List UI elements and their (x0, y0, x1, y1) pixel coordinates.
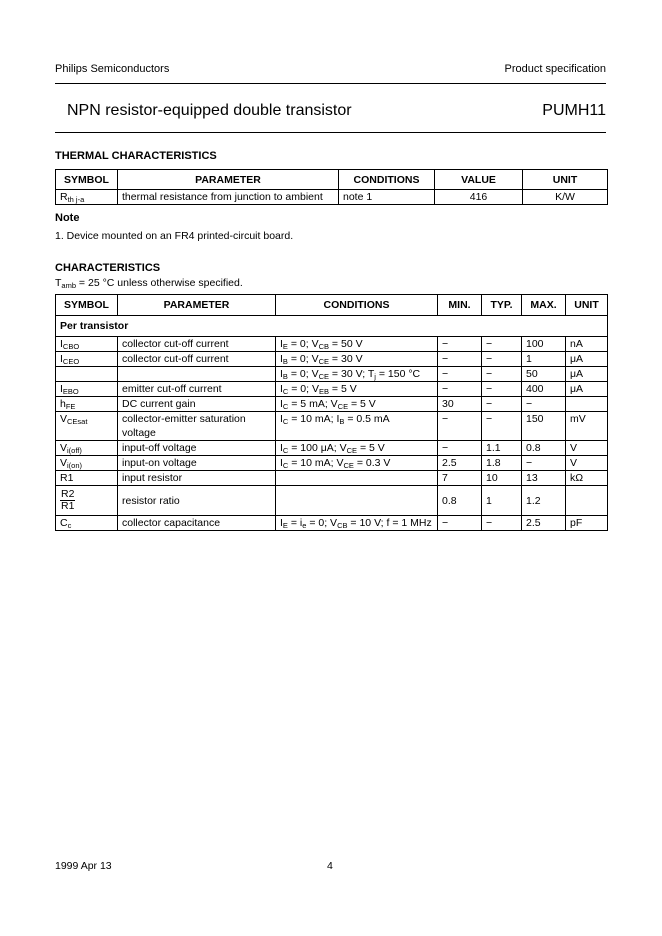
col-header: UNIT (523, 170, 608, 190)
ratio-symbol: $\frac{R2}{R1}$ (61, 487, 75, 512)
conditions-cell (276, 352, 438, 367)
group-row (56, 316, 608, 337)
symbol-cell: $I_{EBO}$ (56, 382, 118, 397)
typ-cell: − (482, 397, 522, 412)
parameter-cell: collector-emitter saturation voltage (118, 412, 276, 441)
max-cell: 13 (522, 471, 566, 486)
parameter-cell: input-on voltage (118, 456, 276, 471)
parameter-cell: collector cut-off current (118, 352, 276, 367)
conditions-cell (276, 486, 438, 516)
symbol-cell: $R_{th j-a}$ (56, 190, 118, 205)
symbol-cell (56, 486, 118, 516)
characteristics-header-row (56, 295, 608, 316)
condition-line: $I_E = 0$; $V_{CB} = 50$ V (280, 338, 363, 351)
typ-cell: − (482, 382, 522, 397)
col-header: MAX. (522, 295, 566, 316)
condition-line: $I_E = i_e = 0$; $V_{CB} = 10$ V; f = 1 MHz (280, 517, 432, 530)
symbol-cell: $V_{i(on)}$ (56, 456, 118, 471)
typ-cell: − (482, 516, 522, 531)
min-cell: 30 (438, 397, 482, 412)
col-header: PARAMETER (118, 170, 339, 190)
typ-cell: − (482, 367, 522, 382)
min-cell: − (438, 516, 482, 531)
col-header: VALUE (435, 170, 523, 190)
min-cell: − (438, 367, 482, 382)
unit-cell: kΩ (566, 471, 608, 486)
max-cell: 50 (522, 367, 566, 382)
max-cell: 2.5 (522, 516, 566, 531)
typ-cell: 1.8 (482, 456, 522, 471)
typ-cell: 1.1 (482, 441, 522, 456)
table-row (56, 456, 608, 471)
table-row (56, 441, 608, 456)
col-header: CONDITIONS (276, 295, 438, 316)
table-row (56, 516, 608, 531)
symbol-cell: R1 (56, 471, 118, 486)
col-header: SYMBOL (56, 170, 118, 190)
conditions-cell (276, 516, 438, 531)
condition-line: $I_C = 5$ mA; $V_{CE} = 5$ V (280, 398, 376, 411)
conditions-cell (276, 456, 438, 471)
symbol-cell: $V_{CEsat}$ (56, 412, 118, 441)
header-rule (55, 83, 606, 84)
conditions-cell (276, 471, 438, 486)
unit-cell: nA (566, 337, 608, 352)
conditions-cell (276, 382, 438, 397)
typ-cell: − (482, 337, 522, 352)
unit-cell: K/W (523, 190, 608, 205)
condition-line: $I_C = 0$; $V_{EB} = 5$ V (280, 383, 357, 396)
footer-date: 1999 Apr 13 (55, 860, 112, 872)
parameter-cell: collector cut-off current (118, 337, 276, 352)
conditions-cell (276, 441, 438, 456)
parameter-cell: resistor ratio (118, 486, 276, 516)
table-row (56, 190, 608, 205)
parameter-cell: thermal resistance from junction to ambient (118, 190, 339, 205)
col-header: PARAMETER (118, 295, 276, 316)
unit-cell: mV (566, 412, 608, 441)
conditions-cell (276, 367, 438, 382)
unit-cell: V (566, 441, 608, 456)
table-row (56, 382, 608, 397)
table-row (56, 486, 608, 516)
part-number: PUMH11 (542, 102, 606, 119)
min-cell: − (438, 352, 482, 367)
table-row (56, 337, 608, 352)
typ-cell: 10 (482, 471, 522, 486)
condition-line: $I_C = 100$ μA; $V_{CE} = 5$ V (280, 442, 385, 455)
symbol-cell: $V_{i(off)}$ (56, 441, 118, 456)
condition-line: $I_C = 10$ mA; $V_{CE} = 0.3$ V (280, 457, 391, 470)
symbol-cell: $h_{FE}$ (56, 397, 118, 412)
max-cell: 1.2 (522, 486, 566, 516)
min-cell: − (438, 337, 482, 352)
condition-line: $I_B = 0$; $V_{CE} = 30$ V (280, 353, 363, 366)
max-cell: 0.8 (522, 441, 566, 456)
conditions-cell (276, 412, 438, 441)
table-row (56, 412, 608, 441)
unit-cell (566, 486, 608, 516)
typ-cell: − (482, 412, 522, 441)
min-cell: − (438, 382, 482, 397)
unit-cell: pF (566, 516, 608, 531)
page-number: 4 (327, 860, 333, 872)
symbol-cell: $I_{CEO}$ (56, 352, 118, 367)
typ-cell: − (482, 352, 522, 367)
min-cell: − (438, 412, 482, 441)
col-header: MIN. (438, 295, 482, 316)
parameter-cell: emitter cut-off current (118, 382, 276, 397)
parameter-cell: input resistor (118, 471, 276, 486)
table-row (56, 397, 608, 412)
min-cell: 0.8 (438, 486, 482, 516)
max-cell: 400 (522, 382, 566, 397)
note-heading: Note (55, 212, 80, 224)
col-header: UNIT (566, 295, 608, 316)
max-cell: 150 (522, 412, 566, 441)
condition-line: $I_C = 10$ mA; $I_B = 0.5$ mA (280, 413, 390, 426)
title-rule (55, 132, 606, 133)
col-header: CONDITIONS (339, 170, 435, 190)
document-type: Product specification (504, 63, 606, 75)
characteristics-heading: CHARACTERISTICS (55, 262, 161, 274)
characteristics-table (55, 294, 608, 531)
unit-cell: μA (566, 367, 608, 382)
parameter-cell (118, 367, 276, 382)
parameter-cell: DC current gain (118, 397, 276, 412)
max-cell: 1 (522, 352, 566, 367)
conditions-cell (276, 397, 438, 412)
table-row (56, 367, 608, 382)
symbol-cell (56, 367, 118, 382)
max-cell: − (522, 397, 566, 412)
condition-line: $I_B = 0$; $V_{CE} = 30$ V; $T_j = 150$ °C (280, 368, 421, 381)
unit-cell: μA (566, 352, 608, 367)
max-cell: − (522, 456, 566, 471)
conditions-note: $T_{amb} = 25$ °C unless otherwise specified. (55, 277, 243, 290)
unit-cell: μA (566, 382, 608, 397)
conditions-cell: note 1 (339, 190, 435, 205)
max-cell: 100 (522, 337, 566, 352)
symbol-cell: $I_{CBO}$ (56, 337, 118, 352)
note-text: 1. Device mounted on an FR4 printed-circuit board. (55, 230, 294, 242)
table-row (56, 352, 608, 367)
thermal-header-row (56, 170, 608, 190)
unit-cell (566, 397, 608, 412)
thermal-table (55, 169, 608, 205)
col-header: SYMBOL (56, 295, 118, 316)
conditions-cell (276, 337, 438, 352)
min-cell: − (438, 441, 482, 456)
symbol-cell: $C_c$ (56, 516, 118, 531)
value-cell: 416 (435, 190, 523, 205)
table-row (56, 471, 608, 486)
parameter-cell: input-off voltage (118, 441, 276, 456)
parameter-cell: collector capacitance (118, 516, 276, 531)
thermal-heading: THERMAL CHARACTERISTICS (55, 150, 217, 162)
min-cell: 7 (438, 471, 482, 486)
col-header: TYP. (482, 295, 522, 316)
typ-cell: 1 (482, 486, 522, 516)
group-label: Per transistor (56, 316, 608, 337)
unit-cell: V (566, 456, 608, 471)
min-cell: 2.5 (438, 456, 482, 471)
page-title: NPN resistor-equipped double transistor (67, 102, 352, 119)
company-name: Philips Semiconductors (55, 63, 170, 75)
